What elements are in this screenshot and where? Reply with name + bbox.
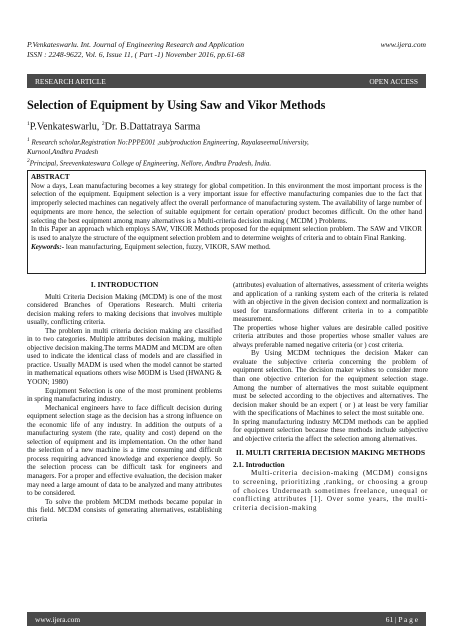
abstract-box [27,170,426,274]
author1: P.Venkateswarlu, [29,121,102,133]
open-access-label: OPEN ACCESS [369,76,418,86]
paragraph: Multi Criteria Decision Making (MCDM) is one of the most considered Branches of Operations Research. Multi criteria decision making refers to making decisions that involves multiple usually, conflicting criteria. [27,292,222,327]
article-type-band [27,74,426,88]
journal-line: P.Venkateswarlu. Int. Journal of Engineering Research and Application [27,40,245,49]
paragraph: To solve the problem MCDM methods became popular in this field. MCDM consists of generating alternatives, establishing criteria [27,497,222,523]
section-heading-introduction: I. INTRODUCTION [90,280,159,289]
left-column [27,281,222,523]
right-column [233,281,428,512]
abstract-text: Now a days, Lean manufacturing becomes a key strategy for global competition. In this environment the most important process is the selection of the equipment. Equipment selection is a very important issue for effective manufacturing companies due to the fact that improperly selected machines can negatively affect the overall performance of manufacturing system. The availability of large number of equipments are more hence, the selection of suitable equipment for certain operation/ product becomes difficult. On the other hand selecting the best equipment among many alternatives is a Multi-criteria decision making ( MCDM ) Problems. [31,181,422,225]
page-number: 61 | P a g e [385,614,418,624]
paragraph: In spring manufacturing industry MCDM methods can be applied for equipment selection because these methods include subjective and objective criteria the affect the selection among alternatives. [233,417,428,443]
affiliations [27,136,309,168]
paragraph: Multi-criteria decision-making (MCDM) consigns to screening, prioritizing ,ranking, or choosing a group of choices Underneath sometimes freelance, unequal or conflicting attributes [1]. Over some years, the multi-criteria decision-making [233,469,428,512]
footer-website[interactable]: www.ijera.com [35,614,81,624]
author-line [27,121,200,132]
paragraph: Equipment Selection is one of the most prominent problems in spring manufacturing industry. [27,386,222,404]
section-heading-mcdm: II. MULTI CRITERIA DECISION MAKING METHODS [235,448,426,458]
author1-sup: 1 [27,121,30,127]
affiliation-1-cont: Kurnool,Andhra Pradesh [27,147,99,156]
paragraph: The problem in multi criteria decision making are classified in to two categories. Multiple attributes decision making, multiple objective decision making.The terms MADM and MCDM are often used to indicate the identical class of models and are classified in practice. Usually MADM is used when the model cannot be started in mathematical equations others wise MODM is Used (HWANG & YOON; 1980) [27,326,222,387]
keywords-label: Keywords:- [31,242,65,251]
abstract-label: ABSTRACT [31,173,70,181]
paper-title: Selection of Equipment by Using Saw and Vikor Methods [27,98,326,112]
running-header [27,40,426,60]
abstract-text-2: In this Paper an approach which employs SAW, VIKOR Methods proposed for the equipment selection problem. The SAW and VIKOR is used to analyze the structure of the equipment selection problem and to determine weights of criteria and to obtain Final Ranking. [31,225,422,242]
affiliation-1: $^1$ Research scholar,Registration No:PPPE001 ,sub/production Engineering, RayalaseemaUniversity, [27,137,309,147]
paragraph: The properties whose higher values are desirable called positive criteria attributes and those properties whose smaller values are always preferable named negative criteria (or ) cost criteria. [233,323,428,349]
keywords-text: lean manufacturing, Equipment selection, fuzzy, VIKOR, SAW method. [64,242,271,251]
header-website[interactable]: www.ijera.com [380,40,426,49]
subsection-heading: 2.1. Introduction [233,460,285,469]
research-article-label: RESEARCH ARTICLE [35,76,106,86]
paragraph: Mechanical engineers have to face difficult decision during equipment selection stage as the decision has a strong influence on the economic life of any industry. In addition the outputs of a manufacturing system (the rate, quality and cost) depend on the selection of equipment and its implementation. On the other hand the selection of a new machine is a time consuming and difficult process requiring advanced knowledge and experience deeply. So the selection process can be difficult task for engineers and managers. For a proper and effective evaluation, the decision maker may need a large amount of data to be analyzed and many attributes to be considered. [27,403,222,498]
author2-sup: 2 [101,121,105,127]
issn-line: ISSN : 2248-9622, Vol. 6, Issue 11, ( Part -1) November 2016, pp.61-68 [27,50,245,59]
footer-band [27,612,426,626]
author2: Dr. B.Dattatraya Sarma [104,121,201,133]
keywords [31,243,422,252]
paragraph: By Using MCDM techniques the decision Maker can evaluate the subjective criteria concerning the problem of equipment selection. The decision maker wishes to consider more than one objective criterion for the equipment selection stage. Among the number of alternatives the most suitable equipment must be selected according to the objectives and alternatives. The decision maker should be an expert ( or ) at least be very familiar with the specifications of Machines to select the most suitable one. [233,349,428,418]
paragraph: (attributes) evaluation of alternatives, assessment of criteria weights and application of a ranking system each of the criteria is related with an objective in the given decision context and normalization is used for transformations different criteria in to a compatible measurement. [233,281,428,324]
affiliation-2: $^2$Principal, Sreevenkateswara College of Engineering, Nellore, Andhra Pradesh, India. [27,157,272,168]
